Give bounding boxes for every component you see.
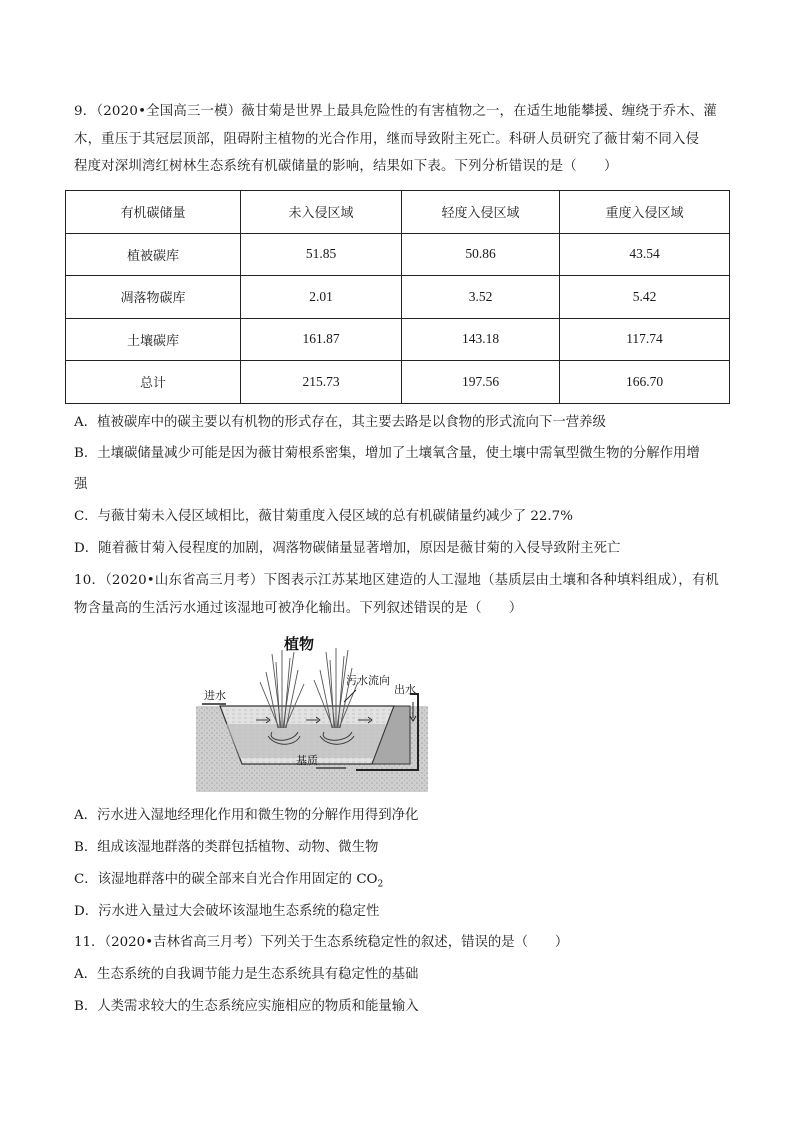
row-label: 凋落物碳库 [66, 276, 241, 319]
question-10-option-a: A．污水进入湿地经理化作用和微生物的分解作用得到净化 [74, 808, 419, 823]
question-10-option-b: B．组成该湿地群落的类群包括植物、动物、微生物 [74, 840, 379, 855]
table-cell: 143.18 [402, 318, 560, 361]
label-sewage-flow: 污水流向 [346, 674, 390, 687]
question-11-option-b: B．人类需求较大的生态系统应实施相应的物质和能量输入 [74, 999, 419, 1014]
question-9-option-c: C．与薇甘菊未入侵区域相比，薇甘菊重度入侵区域的总有机碳储量约减少了 22.7% [74, 509, 573, 524]
row-label: 总计 [66, 361, 241, 404]
table-row [66, 233, 730, 276]
table-cell: 50.86 [402, 233, 560, 276]
question-9-option-b-continued: 强 [74, 477, 88, 492]
table-row [66, 361, 730, 404]
table-cell: 166.70 [560, 361, 730, 404]
table-row [66, 276, 730, 319]
question-11-stem: 11．（2020•吉林省高三月考）下列关于生态系统稳定性的叙述，错误的是（ ） [74, 935, 569, 950]
question-9-stem [74, 98, 734, 181]
label-outflow: 出水 [394, 683, 416, 696]
table-cell: 197.56 [402, 361, 560, 404]
table-cell: 215.73 [241, 361, 402, 404]
table-header-row [66, 191, 730, 234]
question-9-line-3: 程度对深圳湾红树林生态系统有机碳储量的影响，结果如下表。下列分析错误的是（ ） [74, 159, 618, 174]
table-cell: 5.42 [560, 276, 730, 319]
question-11-option-a: A．生态系统的自我调节能力是生态系统具有稳定性的基础 [74, 967, 419, 982]
substrate-layer [226, 724, 386, 758]
row-label: 植被碳库 [66, 233, 241, 276]
table-header-cell: 有机碳储量 [66, 191, 241, 234]
table-header-cell: 重度入侵区域 [560, 191, 730, 234]
label-substrate: 基质 [296, 754, 318, 767]
question-9-line-2: 木，重压于其冠层顶部，阻碍附主植物的光合作用，继而导致附主死亡。科研人员研究了薇甘菊不同入侵 [74, 131, 700, 147]
question-9-option-b: B．土壤碳储量减少可能是因为薇甘菊根系密集，增加了土壤氧含量，使土壤中需氧型微生物的分解作用增 [74, 446, 700, 461]
table-header-cell: 未入侵区域 [241, 191, 402, 234]
question-10-line-2: 物含量高的生活污水通过该湿地可被净化输出。下列叙述错误的是（ ） [74, 600, 523, 616]
co2-subscript: 2 [377, 879, 384, 890]
table-cell: 51.85 [241, 233, 402, 276]
question-10-option-c [74, 866, 734, 899]
question-9-line-1: 9．（2020•全国高三一模）薇甘菊是世界上最具危险性的有害植物之一，在适生地能攀援、缠绕于乔木、灌 [74, 104, 717, 119]
table-cell: 43.54 [560, 233, 730, 276]
wetland-diagram [196, 632, 428, 792]
table-cell: 3.52 [402, 276, 560, 319]
table-cell: 161.87 [241, 318, 402, 361]
table-row [66, 318, 730, 361]
table-cell: 2.01 [241, 276, 402, 319]
table-header-cell: 轻度入侵区域 [402, 191, 560, 234]
question-10-option-c-text: C．该湿地群落中的碳全部来自光合作用固定的 CO [74, 872, 378, 887]
label-plants: 植物 [284, 635, 315, 653]
question-9-option-d: D．随着薇甘菊入侵程度的加剧，凋落物碳储量显著增加，原因是薇甘菊的入侵导致附主死亡 [74, 541, 621, 556]
carbon-storage-table [65, 190, 730, 404]
label-inflow: 进水 [204, 689, 226, 702]
question-10-stem [74, 567, 734, 622]
question-10-line-1: 10．（2020•山东省高三月考）下图表示江苏某地区建造的人工湿地（基质层由土壤和各种填料组成），有机 [74, 573, 719, 588]
question-10-option-d: D．污水进入量过大会破坏该湿地生态系统的稳定性 [74, 904, 380, 919]
table-cell: 117.74 [560, 318, 730, 361]
question-9-option-a: A．植被碳库中的碳主要以有机物的形式存在，其主要去路是以食物的形式流向下一营养级 [74, 415, 606, 430]
row-label: 土壤碳库 [66, 318, 241, 361]
